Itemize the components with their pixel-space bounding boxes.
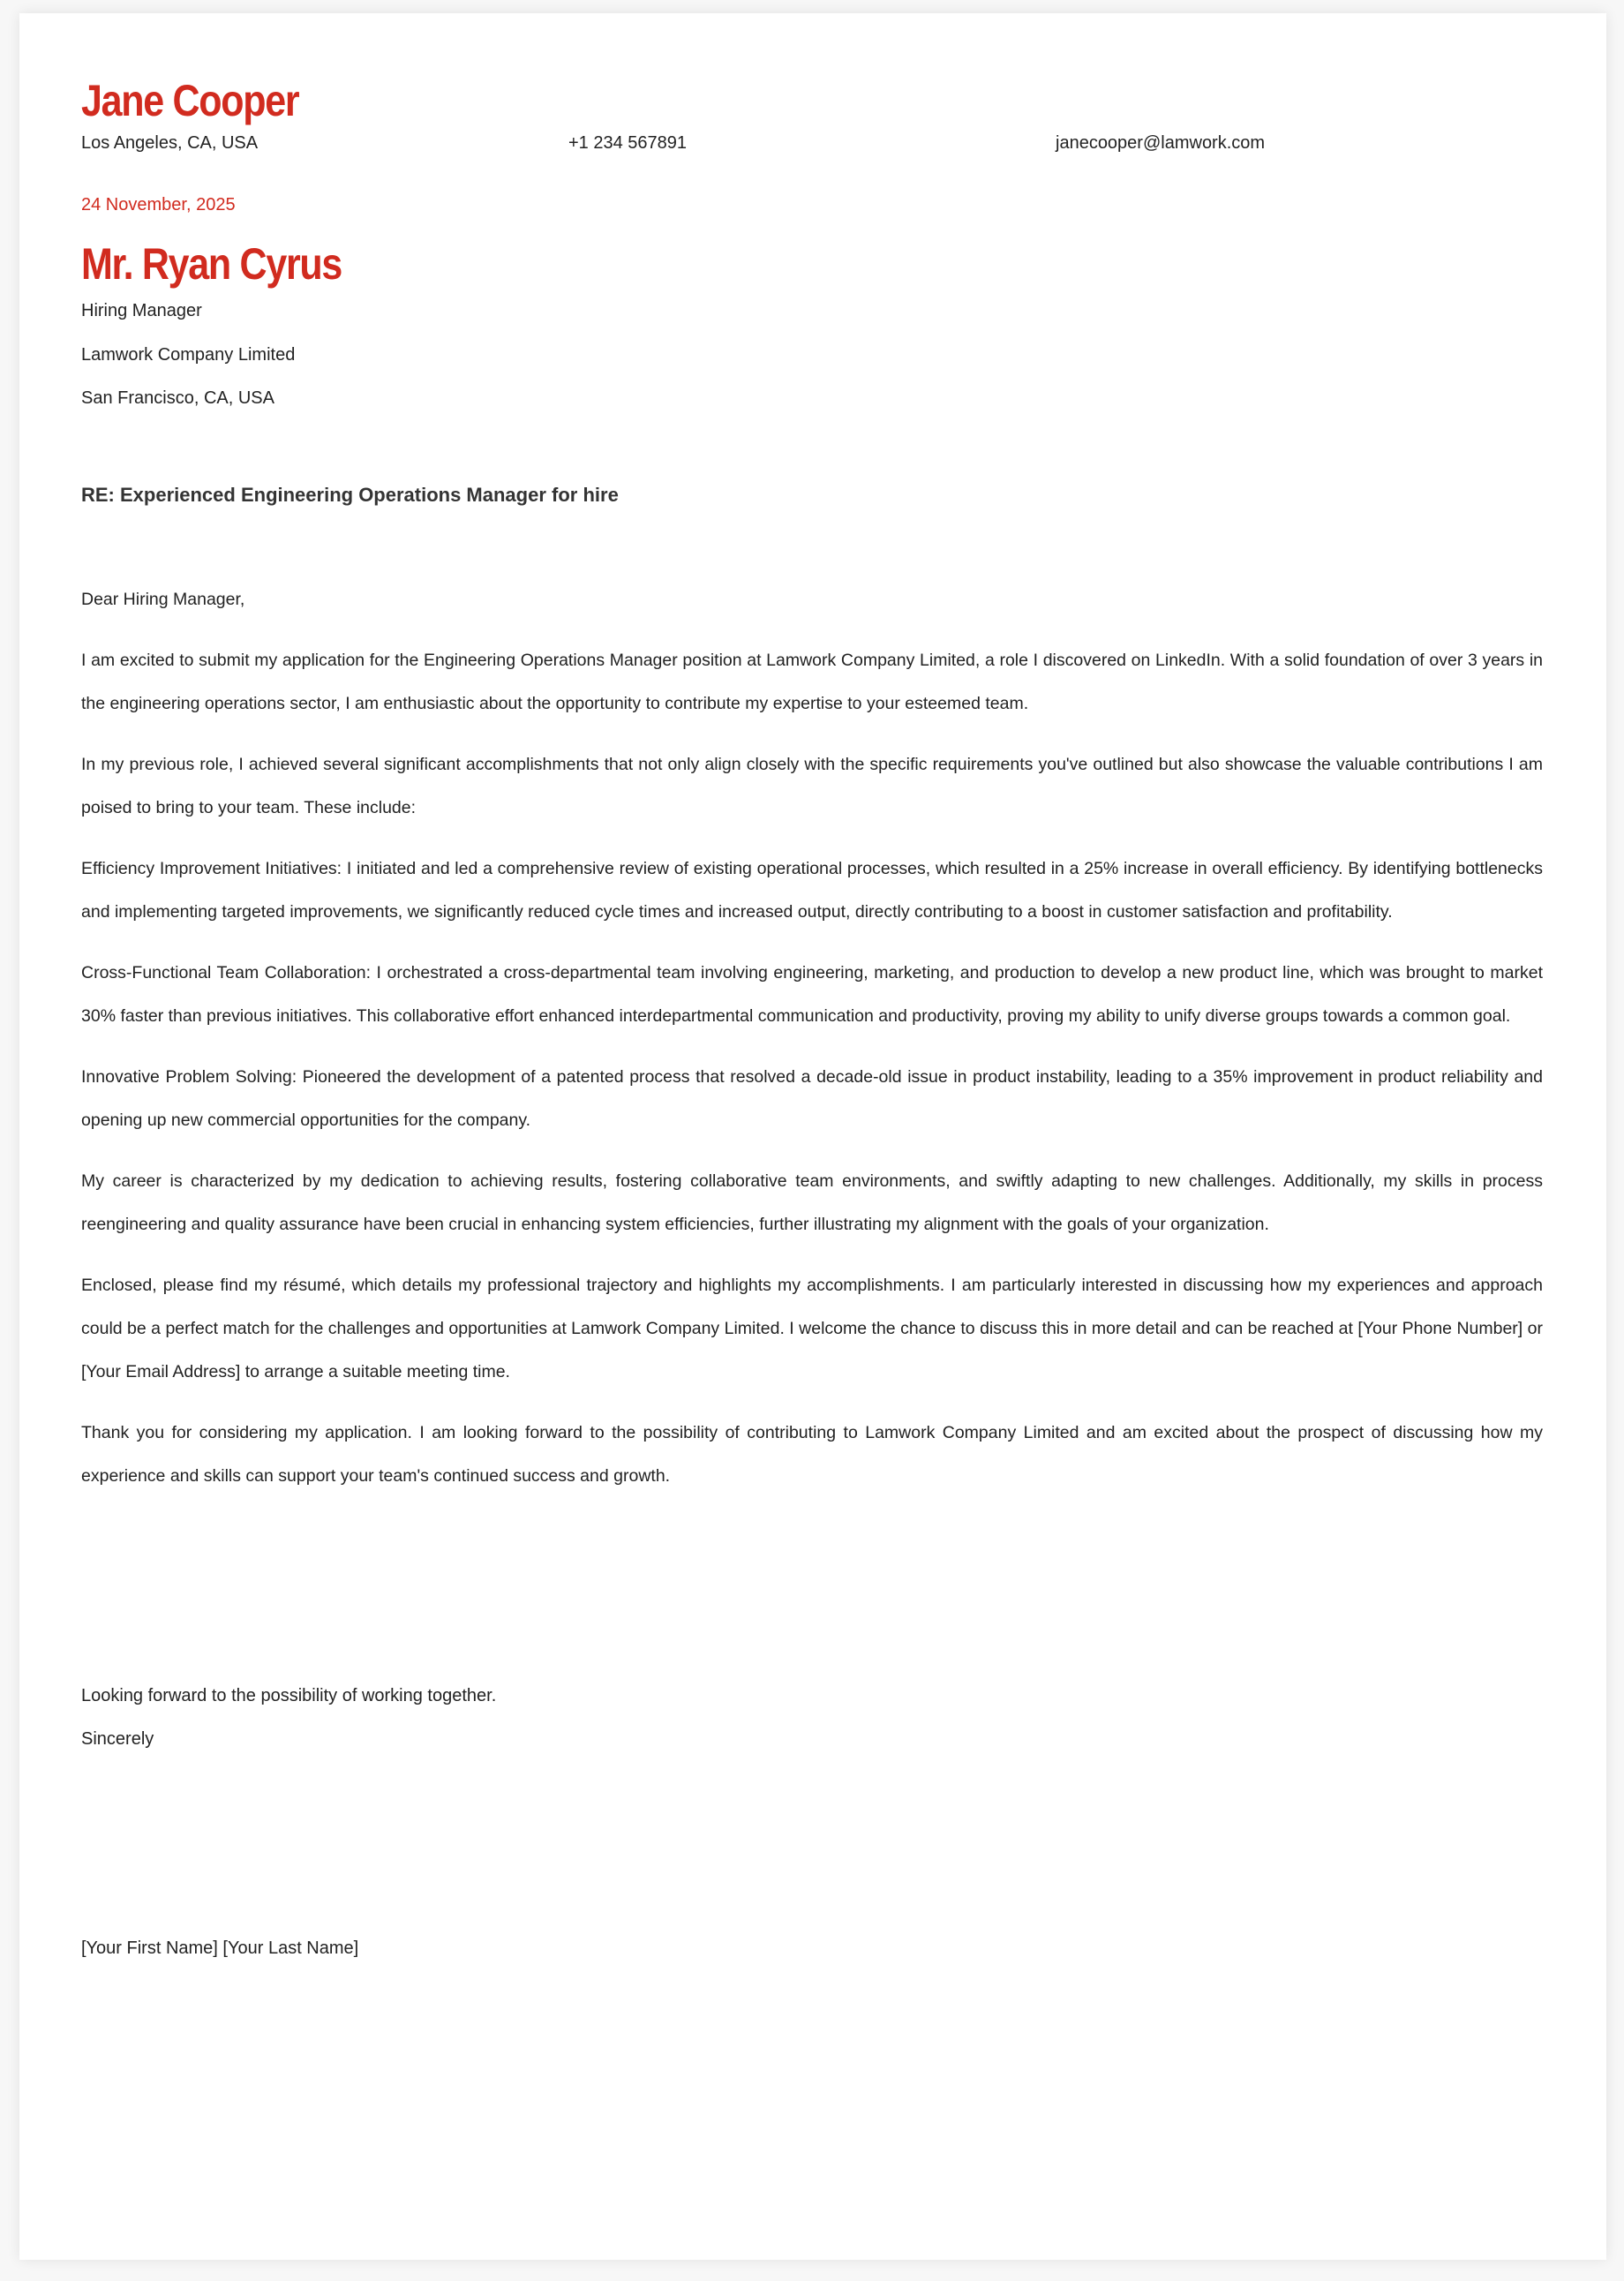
- signature-name: [Your First Name] [Your Last Name]: [81, 1938, 359, 1958]
- body-paragraph: In my previous role, I achieved several significant accomplishments that not only align closely with the specific requirements you've outlined but also showcase the valuable contributions I am poised to bring to your team. These include:: [81, 755, 1543, 817]
- letter-body: [81, 578, 1543, 1516]
- signoff: Sincerely: [81, 1729, 154, 1749]
- sender-email: janecooper@lamwork.com: [1056, 133, 1266, 153]
- recipient-company: Lamwork Company Limited: [81, 345, 296, 365]
- body-paragraph: My career is characterized by my dedication to achieving results, fostering collaborative team environments, and swiftly adapting to new challenges. Additionally, my skills in process reengineering and quality assurance have been crucial in enhancing system efficiencies, further illustrating my alignment with the goals of your organization.: [81, 1171, 1543, 1234]
- body-paragraph: Cross-Functional Team Collaboration: I orchestrated a cross-departmental team involving engineering, marketing, and production to develop a new product line, which was brought to market 30% faster than previous initiatives. This collaborative effort enhanced interdepartmental communication and productivity, proving my ability to unify diverse groups towards a common goal.: [81, 963, 1543, 1026]
- sender-location: Los Angeles, CA, USA: [81, 133, 259, 153]
- subject-line: RE: Experienced Engineering Operations Manager for hire: [81, 484, 619, 506]
- recipient-title: Hiring Manager: [81, 301, 202, 320]
- letter-page: [19, 13, 1606, 2260]
- body-paragraph: Enclosed, please find my résumé, which details my professional trajectory and highlights my accomplishments. I am particularly interested in discussing how my experiences and approach could be a perfect match for the challenges and opportunities at Lamwork Company Limited. I welcome the chance to discuss this in more detail and can be reached at [Your Phone Number] or [Your Email Address] to arrange a suitable meeting time.: [81, 1276, 1543, 1381]
- letter-date: 24 November, 2025: [81, 195, 236, 215]
- body-paragraph: I am excited to submit my application for the Engineering Operations Manager position at Lamwork Company Limited, a role I discovered on LinkedIn. With a solid foundation of over 3 years in the engineering operations sector, I am enthusiastic about the opportunity to contribute my expertise to your esteemed team.: [81, 651, 1543, 713]
- recipient-location: San Francisco, CA, USA: [81, 388, 274, 408]
- body-paragraph: Efficiency Improvement Initiatives: I initiated and led a comprehensive review of existing operational processes, which resulted in a 25% increase in overall efficiency. By identifying bottlenecks and implementing targeted improvements, we significantly reduced cycle times and increased output, directly contributing to a boost in customer satisfaction and profitability.: [81, 859, 1543, 922]
- sender-phone: +1 234 567891: [568, 133, 688, 153]
- recipient-name: Mr. Ryan Cyrus: [81, 239, 342, 289]
- body-paragraph: Innovative Problem Solving: Pioneered the development of a patented process that resolved a decade-old issue in product instability, leading to a 35% improvement in product reliability and opening up new commercial opportunities for the company.: [81, 1067, 1543, 1130]
- sender-contact-row: [81, 133, 1543, 154]
- body-paragraph: Thank you for considering my application. I am looking forward to the possibility of contributing to Lamwork Company Limited and am excited about the prospect of discussing how my experience and skills can support your team's continued success and growth.: [81, 1423, 1543, 1486]
- sender-name: Jane Cooper: [81, 76, 299, 125]
- closing-block: [81, 1675, 496, 1761]
- closing-line: Looking forward to the possibility of working together.: [81, 1686, 497, 1705]
- salutation: Dear Hiring Manager,: [81, 590, 245, 609]
